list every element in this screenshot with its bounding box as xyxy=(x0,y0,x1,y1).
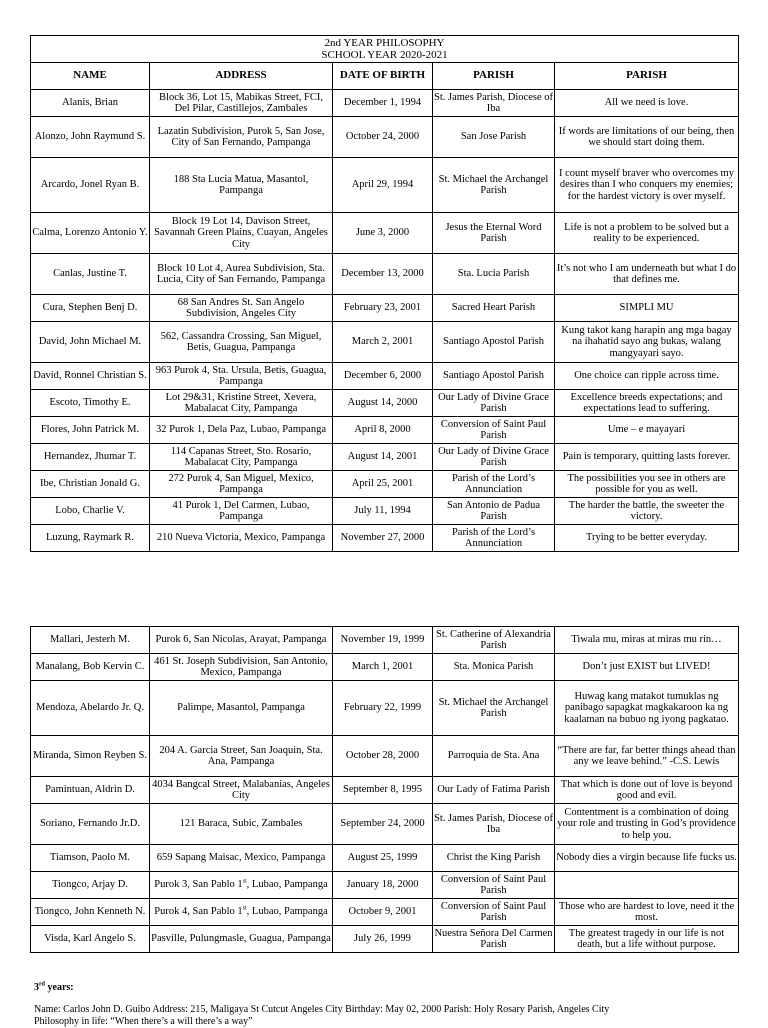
cell-address: Purok 6, San Nicolas, Arayat, Pampanga xyxy=(150,627,333,654)
cell-name: Alonzo, John Raymund S. xyxy=(31,117,150,158)
cell-motto: Pain is temporary, quitting lasts forever. xyxy=(555,444,739,471)
cell-parish: Sacred Heart Parish xyxy=(433,295,555,322)
table-row xyxy=(31,654,739,681)
column-header-parish: PARISH xyxy=(433,63,555,90)
cell-motto: Trying to be better everyday. xyxy=(555,525,739,552)
cell-motto: Kung takot kang harapin ang mga bagay na ihahatid sayo ang bukas, walang mangyayari sayo. xyxy=(555,322,739,363)
cell-parish: Nuestra Señora Del Carmen Parish xyxy=(433,926,555,953)
cell-motto: It’s not who I am underneath but what I do that defines me. xyxy=(555,254,739,295)
cell-parish: Santiago Apostol Parish xyxy=(433,363,555,390)
cell-dob: November 27, 2000 xyxy=(333,525,433,552)
cell-parish: Jesus the Eternal Word Parish xyxy=(433,213,555,254)
table-row xyxy=(31,295,739,322)
table-title xyxy=(31,36,739,63)
cell-motto: That which is done out of love is beyond good and evil. xyxy=(555,777,739,804)
table-row xyxy=(31,681,739,736)
cell-parish: Our Lady of Divine Grace Parish xyxy=(433,390,555,417)
table-2-body xyxy=(31,627,739,953)
cell-motto: SIMPLI MU xyxy=(555,295,739,322)
table-row xyxy=(31,804,739,845)
table-row xyxy=(31,899,739,926)
cell-address: 963 Purok 4, Sta. Ursula, Betis, Guagua, Pampanga xyxy=(150,363,333,390)
cell-name: Soriano, Fernando Jr.D. xyxy=(31,804,150,845)
cell-address: Purok 4, San Pablo 1st, Lubao, Pampanga xyxy=(150,899,333,926)
title-line-1: 2nd YEAR PHILOSOPHY xyxy=(324,37,445,49)
third-years-heading: 3rd years: xyxy=(34,981,74,993)
cell-dob: September 24, 2000 xyxy=(333,804,433,845)
cell-motto: If words are limitations of our being, then we should start doing them. xyxy=(555,117,739,158)
cell-parish: Sta. Lucia Parish xyxy=(433,254,555,295)
cell-parish: Sta. Monica Parish xyxy=(433,654,555,681)
cell-name: Cura, Stephen Benj D. xyxy=(31,295,150,322)
cell-name: Mendoza, Abelardo Jr. Q. xyxy=(31,681,150,736)
cell-address: 114 Capanas Street, Sto. Rosario, Mabalacat City, Pampanga xyxy=(150,444,333,471)
cell-address: Lot 29&31, Kristine Street, Xevera, Mabalacat City, Pampanga xyxy=(150,390,333,417)
cell-address: Block 19 Lot 14, Davison Street, Savannah Green Plains, Cuayan, Angeles City xyxy=(150,213,333,254)
cell-dob: February 23, 2001 xyxy=(333,295,433,322)
cell-parish: Conversion of Saint Paul Parish xyxy=(433,899,555,926)
cell-name: Lobo, Charlie V. xyxy=(31,498,150,525)
cell-dob: February 22, 1999 xyxy=(333,681,433,736)
cell-name: Tiongco, Arjay D. xyxy=(31,872,150,899)
cell-name: David, John Michael M. xyxy=(31,322,150,363)
column-header-dob: DATE OF BIRTH xyxy=(333,63,433,90)
cell-name: Hernandez, Jhumar T. xyxy=(31,444,150,471)
table-row xyxy=(31,254,739,295)
cell-address: Lazatin Subdivision, Purok 5, San Jose, City of San Fernando, Pampanga xyxy=(150,117,333,158)
cell-parish: Our Lady of Divine Grace Parish xyxy=(433,444,555,471)
cell-dob: December 13, 2000 xyxy=(333,254,433,295)
cell-parish: Conversion of Saint Paul Parish xyxy=(433,417,555,444)
cell-parish: Christ the King Parish xyxy=(433,845,555,872)
cell-motto: Don’t just EXIST but LIVED! xyxy=(555,654,739,681)
table-row xyxy=(31,525,739,552)
cell-dob: January 18, 2000 xyxy=(333,872,433,899)
table-row xyxy=(31,444,739,471)
cell-motto: Nobody dies a virgin because life fucks us. xyxy=(555,845,739,872)
cell-name: Calma, Lorenzo Antonio Y. xyxy=(31,213,150,254)
cell-dob: October 28, 2000 xyxy=(333,736,433,777)
cell-motto: The harder the battle, the sweeter the victory. xyxy=(555,498,739,525)
cell-parish: Parroquia de Sta. Ana xyxy=(433,736,555,777)
table-row xyxy=(31,627,739,654)
cell-motto: Those who are hardest to love, need it the most. xyxy=(555,899,739,926)
table-row xyxy=(31,736,739,777)
title-line-2: SCHOOL YEAR 2020-2021 xyxy=(321,49,448,61)
cell-address: Block 36, Lot 15, Mabikas Street, FCI, Del Pilar, Castillejos, Zambales xyxy=(150,90,333,117)
cell-motto: All we need is love. xyxy=(555,90,739,117)
cell-name: Arcardo, Jonel Ryan B. xyxy=(31,158,150,213)
cell-motto: The possibilities you see in others are possible for you as well. xyxy=(555,471,739,498)
table-1-body xyxy=(31,90,739,552)
cell-motto: Tiwala mu, miras at miras mu rin… xyxy=(555,627,739,654)
cell-dob: April 25, 2001 xyxy=(333,471,433,498)
cell-dob: October 9, 2001 xyxy=(333,899,433,926)
cell-address: 272 Purok 4, San Miguel, Mexico, Pampanga xyxy=(150,471,333,498)
students-table-2 xyxy=(30,626,739,953)
cell-parish: St. James Parish, Diocese of Iba xyxy=(433,90,555,117)
table-row xyxy=(31,213,739,254)
cell-parish: St. Catherine of Alexandria Parish xyxy=(433,627,555,654)
cell-dob: December 6, 2000 xyxy=(333,363,433,390)
cell-address: 659 Sapang Maisac, Mexico, Pampanga xyxy=(150,845,333,872)
cell-address: Purok 3, San Pablo 1st, Lubao, Pampanga xyxy=(150,872,333,899)
cell-address: Palimpe, Masantol, Pampanga xyxy=(150,681,333,736)
cell-motto xyxy=(555,872,739,899)
cell-dob: April 29, 1994 xyxy=(333,158,433,213)
cell-address: 41 Purok 1, Del Carmen, Lubao, Pampanga xyxy=(150,498,333,525)
table-row xyxy=(31,117,739,158)
cell-motto: The greatest tragedy in our life is not death, but a life without purpose. xyxy=(555,926,739,953)
column-header-name: NAME xyxy=(31,63,150,90)
table-row xyxy=(31,872,739,899)
third-year-philosophy: Philosophy in life: “When there’s a will there’s a way” xyxy=(34,1016,253,1027)
cell-dob: August 25, 1999 xyxy=(333,845,433,872)
cell-address: Pasville, Pulungmasle, Guagua, Pampanga xyxy=(150,926,333,953)
cell-motto: “There are far, far better things ahead than any we leave behind.” -C.S. Lewis xyxy=(555,736,739,777)
table-row xyxy=(31,926,739,953)
table-row xyxy=(31,322,739,363)
third-year-entry: Name: Carlos John D. Guibo Address: 215, Maligaya St Cutcut Angeles City Birthday: May 02, 2000 Parish: Holy Rosary Parish, Angeles City xyxy=(34,1004,610,1015)
cell-dob: June 3, 2000 xyxy=(333,213,433,254)
cell-motto: Excellence breeds expectations; and expectations lead to suffering. xyxy=(555,390,739,417)
cell-parish: Parish of the Lord’s Annunciation xyxy=(433,471,555,498)
cell-address: 204 A. Garcia Street, San Joaquin, Sta. Ana, Pampanga xyxy=(150,736,333,777)
cell-name: Canlas, Justine T. xyxy=(31,254,150,295)
cell-address: Block 10 Lot 4, Aurea Subdivision, Sta. Lucia, City of San Fernando, Pampanga xyxy=(150,254,333,295)
table-row xyxy=(31,363,739,390)
table-row xyxy=(31,90,739,117)
table-row xyxy=(31,845,739,872)
cell-name: Visda, Karl Angelo S. xyxy=(31,926,150,953)
cell-name: Mallari, Jesterh M. xyxy=(31,627,150,654)
cell-address: 121 Baraca, Subic, Zambales xyxy=(150,804,333,845)
cell-dob: October 24, 2000 xyxy=(333,117,433,158)
cell-dob: March 2, 2001 xyxy=(333,322,433,363)
cell-parish: Parish of the Lord’s Annunciation xyxy=(433,525,555,552)
cell-address: 32 Purok 1, Dela Paz, Lubao, Pampanga xyxy=(150,417,333,444)
cell-parish: San Jose Parish xyxy=(433,117,555,158)
cell-address: 461 St. Joseph Subdivision, San Antonio, Mexico, Pampanga xyxy=(150,654,333,681)
cell-dob: November 19, 1999 xyxy=(333,627,433,654)
cell-parish: Santiago Apostol Parish xyxy=(433,322,555,363)
cell-name: Alanis, Brian xyxy=(31,90,150,117)
cell-address: 562, Cassandra Crossing, San Miguel, Betis, Guagua, Pampanga xyxy=(150,322,333,363)
cell-dob: March 1, 2001 xyxy=(333,654,433,681)
cell-dob: December 1, 1994 xyxy=(333,90,433,117)
cell-motto: One choice can ripple across time. xyxy=(555,363,739,390)
table-row xyxy=(31,417,739,444)
cell-dob: August 14, 2001 xyxy=(333,444,433,471)
cell-name: David, Ronnel Christian S. xyxy=(31,363,150,390)
cell-name: Pamintuan, Aldrin D. xyxy=(31,777,150,804)
cell-address: 68 San Andres St. San Angelo Subdivision, Angeles City xyxy=(150,295,333,322)
cell-dob: July 26, 1999 xyxy=(333,926,433,953)
cell-dob: August 14, 2000 xyxy=(333,390,433,417)
cell-name: Luzung, Raymark R. xyxy=(31,525,150,552)
cell-parish: San Antonio de Padua Parish xyxy=(433,498,555,525)
cell-name: Tiamson, Paolo M. xyxy=(31,845,150,872)
cell-address: 188 Sta Lucia Matua, Masantol, Pampanga xyxy=(150,158,333,213)
cell-address: 4034 Bangcal Street, Malabanias, Angeles City xyxy=(150,777,333,804)
column-header-address: ADDRESS xyxy=(150,63,333,90)
cell-name: Escoto, Timothy E. xyxy=(31,390,150,417)
table-row xyxy=(31,777,739,804)
table-row xyxy=(31,390,739,417)
cell-dob: April 8, 2000 xyxy=(333,417,433,444)
cell-dob: July 11, 1994 xyxy=(333,498,433,525)
cell-parish: Conversion of Saint Paul Parish xyxy=(433,872,555,899)
table-row xyxy=(31,471,739,498)
cell-parish: St. Michael the Archangel Parish xyxy=(433,158,555,213)
cell-parish: St. James Parish, Diocese of Iba xyxy=(433,804,555,845)
cell-address: 210 Nueva Victoria, Mexico, Pampanga xyxy=(150,525,333,552)
table-row xyxy=(31,158,739,213)
column-header-parish-motto: PARISH xyxy=(555,63,739,90)
cell-name: Manalang, Bob Kervin C. xyxy=(31,654,150,681)
cell-motto: Ume – e mayayari xyxy=(555,417,739,444)
table-row xyxy=(31,498,739,525)
cell-name: Ibe, Christian Jonald G. xyxy=(31,471,150,498)
cell-name: Miranda, Simon Reyben S. xyxy=(31,736,150,777)
cell-dob: September 8, 1995 xyxy=(333,777,433,804)
cell-motto: Contentment is a combination of doing your role and trusting in God’s providence to help you. xyxy=(555,804,739,845)
cell-parish: Our Lady of Fatima Parish xyxy=(433,777,555,804)
cell-motto: Huwag kang matakot tumuklas ng panibago sapagkat magkakaroon ka ng kaalaman na bubuo ng iyong pagkatao. xyxy=(555,681,739,736)
cell-motto: Life is not a problem to be solved but a reality to be experienced. xyxy=(555,213,739,254)
cell-name: Tiongco, John Kenneth N. xyxy=(31,899,150,926)
students-table-1 xyxy=(30,35,739,552)
cell-parish: St. Michael the Archangel Parish xyxy=(433,681,555,736)
cell-name: Flores, John Patrick M. xyxy=(31,417,150,444)
cell-motto: I count myself braver who overcomes my desires than I who conquers my enemies; for the hardest victory is over myself. xyxy=(555,158,739,213)
